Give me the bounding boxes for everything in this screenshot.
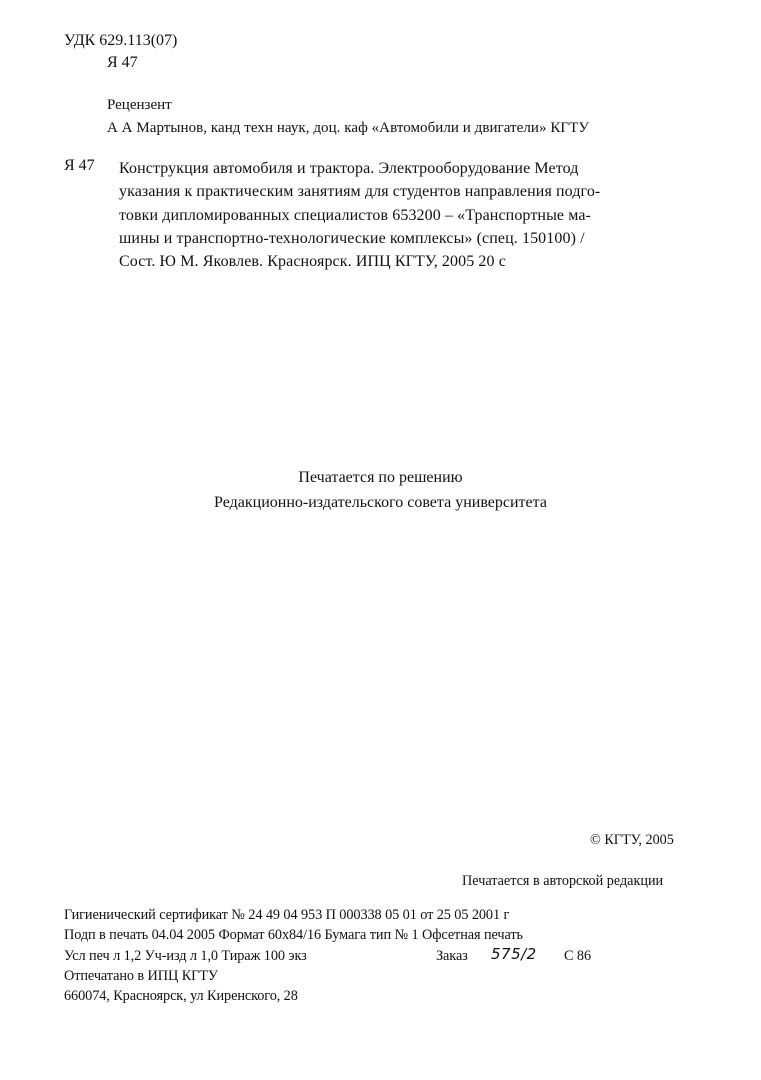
edition-note: Печатается в авторской редакции (462, 873, 664, 889)
order-label: Заказ (436, 948, 468, 964)
imprint-volume: Усл печ л 1,2 Уч-изд л 1,0 Тираж 100 экз (64, 948, 307, 964)
publication-note-line: Редакционно-издательского совета университета (214, 494, 547, 511)
publication-note (0, 465, 761, 515)
bib-line: шины и транспортно-технологические комплексы» (спец. 150100) / (119, 229, 585, 247)
copyright: © КГТУ, 2005 (590, 832, 674, 848)
bib-line: товки дипломированных специалистов 653200 – «Транспортные ма- (119, 206, 591, 224)
udk-code: УДК 629.113(07) (64, 32, 178, 49)
bib-code: Я 47 (64, 157, 95, 174)
bib-line: Сост. Ю М. Яковлев. Красноярск. ИПЦ КГТУ, 2005 20 с (119, 253, 506, 271)
order-code: С 86 (564, 948, 592, 964)
reviewer-text: А А Мартынов, канд техн наук, доц. каф «Автомобили и двигатели» КГТУ (107, 120, 589, 136)
bib-line: указания к практическим занятиям для студентов направления подго- (119, 183, 601, 201)
reviewer-label: Рецензент (107, 97, 172, 113)
imprint-certificate: Гигиенический сертификат № 24 49 04 953 П 000338 05 01 от 25 05 2001 г (64, 907, 510, 923)
imprint-signed: Подп в печать 04.04 2005 Формат 60х84/16 Бумага тип № 1 Офсетная печать (64, 927, 523, 943)
bibliographic-description (119, 157, 699, 273)
imprint-printed-at: Отпечатано в ИПЦ КГТУ (64, 968, 218, 984)
publication-note-line: Печатается по решению (298, 469, 463, 486)
imprint-address: 660074, Красноярск, ул Киренского, 28 (64, 988, 298, 1004)
order-number: 575/2 (491, 945, 537, 963)
bib-line: Конструкция автомобиля и трактора. Электрооборудование Метод (119, 160, 579, 177)
library-code: Я 47 (107, 54, 138, 71)
